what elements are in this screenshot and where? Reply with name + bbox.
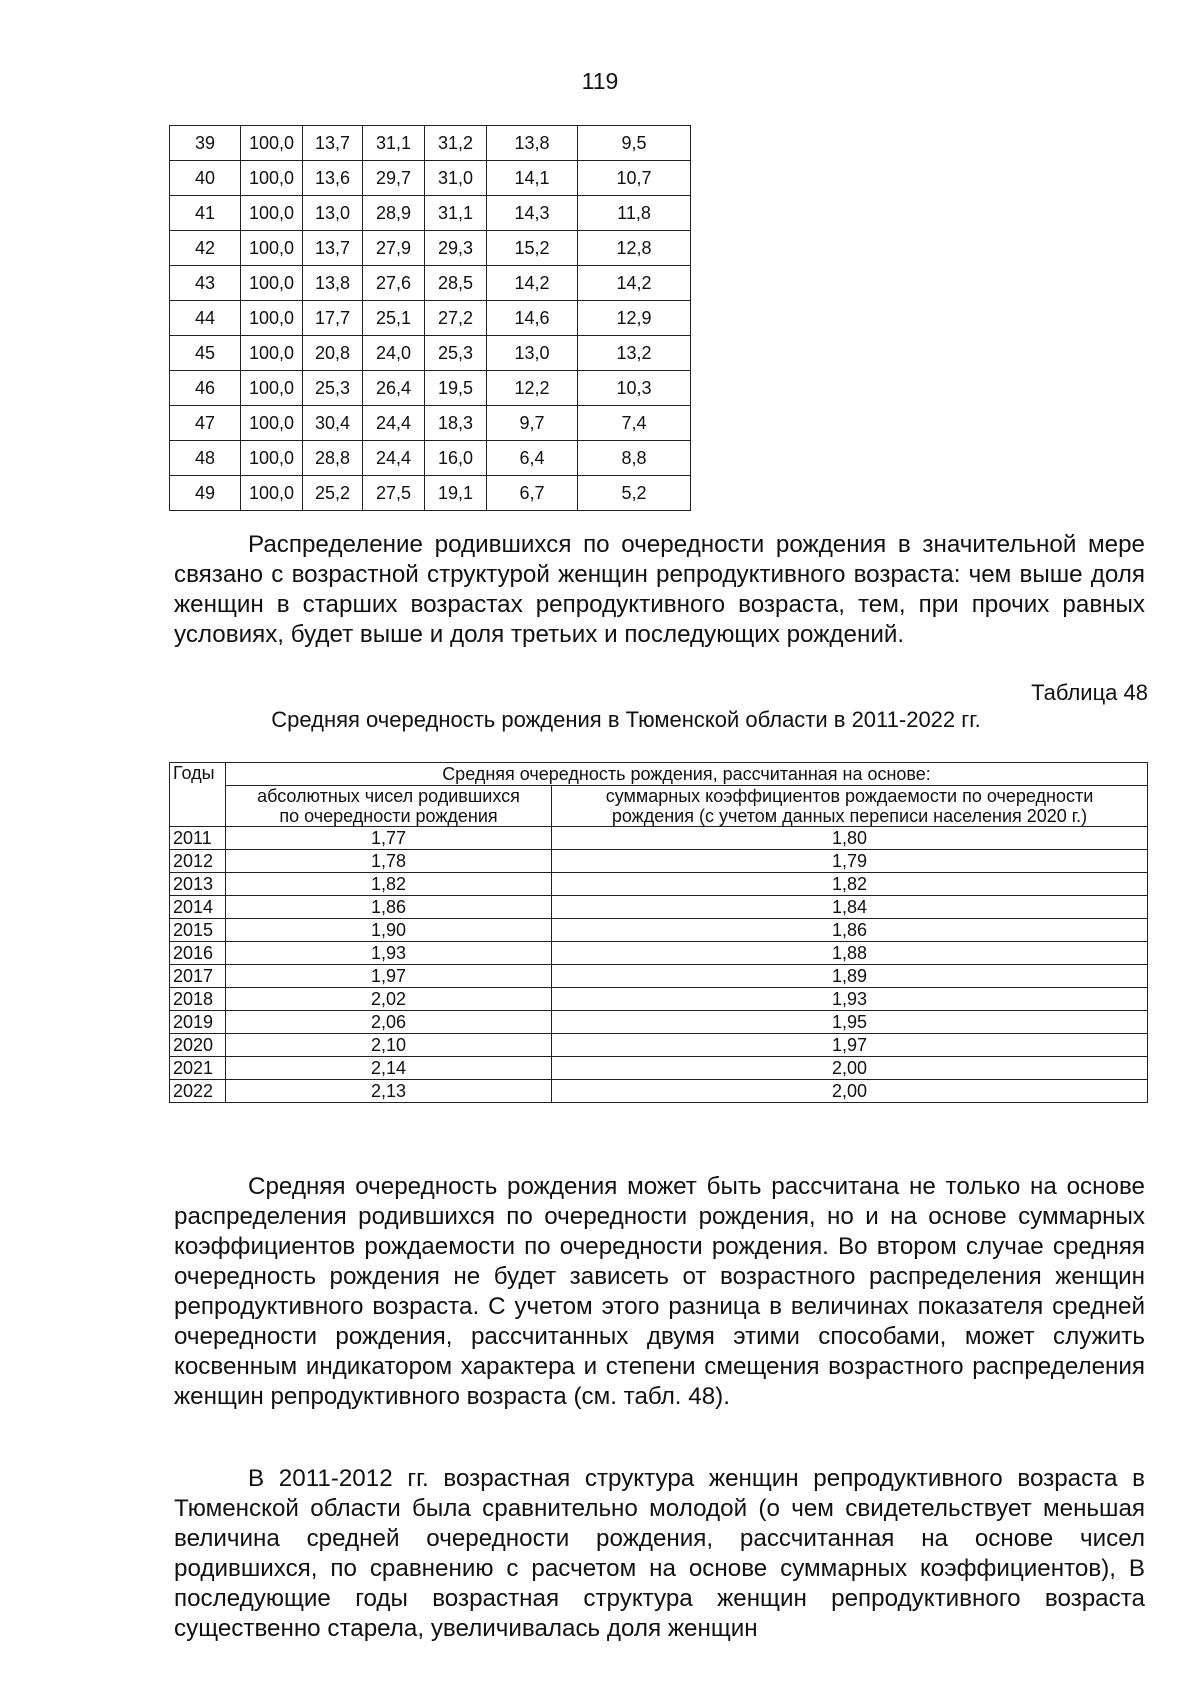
value-cell: 13,8 bbox=[487, 126, 578, 161]
value-cell: 2,14 bbox=[226, 1057, 552, 1080]
table-row bbox=[170, 1011, 1148, 1034]
value-cell: 16,0 bbox=[425, 441, 487, 476]
value-cell: 14,3 bbox=[487, 196, 578, 231]
value-cell: 1,88 bbox=[552, 942, 1148, 965]
value-cell: 100,0 bbox=[241, 476, 303, 511]
value-cell: 8,8 bbox=[578, 441, 691, 476]
value-cell: 13,0 bbox=[487, 336, 578, 371]
table-row bbox=[170, 161, 691, 196]
value-cell: 31,1 bbox=[363, 126, 425, 161]
value-cell: 1,90 bbox=[226, 919, 552, 942]
value-cell: 9,5 bbox=[578, 126, 691, 161]
value-cell: 27,6 bbox=[363, 266, 425, 301]
value-cell: 19,5 bbox=[425, 371, 487, 406]
header-col-coefficients bbox=[552, 786, 1148, 827]
value-cell: 1,97 bbox=[226, 965, 552, 988]
value-cell: 28,8 bbox=[303, 441, 363, 476]
year-cell: 2014 bbox=[170, 896, 226, 919]
value-cell: 13,8 bbox=[303, 266, 363, 301]
value-cell: 28,9 bbox=[363, 196, 425, 231]
value-cell: 100,0 bbox=[241, 161, 303, 196]
value-cell: 29,3 bbox=[425, 231, 487, 266]
value-cell: 1,97 bbox=[552, 1034, 1148, 1057]
header-col-coefficients-line2: рождения (с учетом данных переписи населения 2020 г.) bbox=[611, 806, 1088, 826]
value-cell: 13,7 bbox=[303, 231, 363, 266]
value-cell: 100,0 bbox=[241, 371, 303, 406]
value-cell: 31,1 bbox=[425, 196, 487, 231]
value-cell: 5,2 bbox=[578, 476, 691, 511]
value-cell: 29,7 bbox=[363, 161, 425, 196]
age-cell: 46 bbox=[170, 371, 241, 406]
table-row bbox=[170, 336, 691, 371]
header-col-absolute-line2: по очередности рождения bbox=[279, 806, 498, 826]
age-cell: 47 bbox=[170, 406, 241, 441]
average-birth-order-table bbox=[169, 762, 1148, 1103]
table-caption: Таблица 48 bbox=[1031, 680, 1148, 705]
value-cell: 28,5 bbox=[425, 266, 487, 301]
value-cell: 100,0 bbox=[241, 441, 303, 476]
year-cell: 2016 bbox=[170, 942, 226, 965]
age-parity-table bbox=[169, 125, 691, 511]
value-cell: 30,4 bbox=[303, 406, 363, 441]
table-row bbox=[170, 942, 1148, 965]
year-cell: 2021 bbox=[170, 1057, 226, 1080]
age-cell: 42 bbox=[170, 231, 241, 266]
paragraph-parity-distribution: Распределение родившихся по очередности рождения в значительной мере связано с возрастной структурой женщин репродуктивного возраста: чем выше доля женщин в старших возрастах репродуктивного возраста, тем, при прочих равных условиях, будет выше и доля третьих и последующих рождений. bbox=[174, 531, 1145, 648]
value-cell: 2,13 bbox=[226, 1080, 552, 1103]
year-cell: 2012 bbox=[170, 850, 226, 873]
value-cell: 13,2 bbox=[578, 336, 691, 371]
value-cell: 100,0 bbox=[241, 231, 303, 266]
value-cell: 12,9 bbox=[578, 301, 691, 336]
value-cell: 24,4 bbox=[363, 441, 425, 476]
value-cell: 100,0 bbox=[241, 266, 303, 301]
value-cell: 100,0 bbox=[241, 196, 303, 231]
value-cell: 100,0 bbox=[241, 301, 303, 336]
value-cell: 9,7 bbox=[487, 406, 578, 441]
age-cell: 48 bbox=[170, 441, 241, 476]
table-row bbox=[170, 896, 1148, 919]
value-cell: 14,6 bbox=[487, 301, 578, 336]
value-cell: 25,2 bbox=[303, 476, 363, 511]
age-cell: 45 bbox=[170, 336, 241, 371]
value-cell: 1,86 bbox=[552, 919, 1148, 942]
value-cell: 1,80 bbox=[552, 827, 1148, 850]
value-cell: 1,93 bbox=[226, 942, 552, 965]
value-cell: 2,00 bbox=[552, 1057, 1148, 1080]
value-cell: 13,6 bbox=[303, 161, 363, 196]
age-cell: 40 bbox=[170, 161, 241, 196]
table-row bbox=[170, 1034, 1148, 1057]
value-cell: 25,3 bbox=[425, 336, 487, 371]
header-col-absolute-line1: абсолютных чисел родившихся bbox=[257, 786, 520, 806]
paragraph-method-comparison: Средняя очередность рождения может быть рассчитана не только на основе распределения родившихся по очередности рождения, но и на основе суммарных коэффициентов рождаемости по очередности рождения. Во втором случае средняя очередность рождения не будет зависеть от возрастного распределения женщин репродуктивного возраста. С учетом этого разница в величинах показателя средней очередности рождения, рассчитанных двумя этими способами, может служить косвенным индикатором характера и степени смещения возрастного распределения женщин репродуктивного возраста (см. табл. 48). bbox=[174, 1173, 1145, 1410]
value-cell: 31,2 bbox=[425, 126, 487, 161]
value-cell: 18,3 bbox=[425, 406, 487, 441]
value-cell: 2,00 bbox=[552, 1080, 1148, 1103]
value-cell: 14,2 bbox=[487, 266, 578, 301]
header-group: Средняя очередность рождения, рассчитанная на основе: bbox=[226, 763, 1148, 786]
year-cell: 2018 bbox=[170, 988, 226, 1011]
year-cell: 2015 bbox=[170, 919, 226, 942]
value-cell: 26,4 bbox=[363, 371, 425, 406]
header-years: Годы bbox=[170, 763, 226, 827]
value-cell: 6,7 bbox=[487, 476, 578, 511]
value-cell: 17,7 bbox=[303, 301, 363, 336]
value-cell: 11,8 bbox=[578, 196, 691, 231]
value-cell: 31,0 bbox=[425, 161, 487, 196]
value-cell: 1,86 bbox=[226, 896, 552, 919]
table-row bbox=[170, 827, 1148, 850]
value-cell: 20,8 bbox=[303, 336, 363, 371]
value-cell: 10,7 bbox=[578, 161, 691, 196]
table-row bbox=[170, 231, 691, 266]
value-cell: 25,3 bbox=[303, 371, 363, 406]
value-cell: 13,7 bbox=[303, 126, 363, 161]
value-cell: 1,78 bbox=[226, 850, 552, 873]
value-cell: 13,0 bbox=[303, 196, 363, 231]
value-cell: 2,02 bbox=[226, 988, 552, 1011]
table-row bbox=[170, 850, 1148, 873]
value-cell: 1,79 bbox=[552, 850, 1148, 873]
value-cell: 1,84 bbox=[552, 896, 1148, 919]
value-cell: 15,2 bbox=[487, 231, 578, 266]
value-cell: 1,93 bbox=[552, 988, 1148, 1011]
value-cell: 2,10 bbox=[226, 1034, 552, 1057]
table-row bbox=[170, 301, 691, 336]
table-row bbox=[170, 965, 1148, 988]
age-cell: 39 bbox=[170, 126, 241, 161]
table-row bbox=[170, 919, 1148, 942]
value-cell: 1,82 bbox=[226, 873, 552, 896]
value-cell: 24,4 bbox=[363, 406, 425, 441]
table-row bbox=[170, 441, 691, 476]
value-cell: 7,4 bbox=[578, 406, 691, 441]
age-cell: 44 bbox=[170, 301, 241, 336]
year-cell: 2022 bbox=[170, 1080, 226, 1103]
table-row bbox=[170, 266, 691, 301]
value-cell: 14,1 bbox=[487, 161, 578, 196]
table-row bbox=[170, 1057, 1148, 1080]
value-cell: 25,1 bbox=[363, 301, 425, 336]
value-cell: 2,06 bbox=[226, 1011, 552, 1034]
value-cell: 1,82 bbox=[552, 873, 1148, 896]
value-cell: 19,1 bbox=[425, 476, 487, 511]
value-cell: 100,0 bbox=[241, 126, 303, 161]
value-cell: 27,2 bbox=[425, 301, 487, 336]
table-row bbox=[170, 1080, 1148, 1103]
year-cell: 2011 bbox=[170, 827, 226, 850]
value-cell: 1,77 bbox=[226, 827, 552, 850]
year-cell: 2020 bbox=[170, 1034, 226, 1057]
value-cell: 100,0 bbox=[241, 406, 303, 441]
value-cell: 12,8 bbox=[578, 231, 691, 266]
table-title: Средняя очередность рождения в Тюменской области в 2011-2022 гг. bbox=[271, 707, 981, 732]
value-cell: 10,3 bbox=[578, 371, 691, 406]
age-cell: 41 bbox=[170, 196, 241, 231]
age-cell: 49 bbox=[170, 476, 241, 511]
table-row bbox=[170, 476, 691, 511]
value-cell: 100,0 bbox=[241, 336, 303, 371]
year-cell: 2019 bbox=[170, 1011, 226, 1034]
value-cell: 27,5 bbox=[363, 476, 425, 511]
page-number: 119 bbox=[581, 68, 619, 94]
value-cell: 24,0 bbox=[363, 336, 425, 371]
age-cell: 43 bbox=[170, 266, 241, 301]
table-row bbox=[170, 406, 691, 441]
year-cell: 2017 bbox=[170, 965, 226, 988]
header-col-coefficients-line1: суммарных коэффициентов рождаемости по очередности bbox=[605, 786, 1094, 806]
year-cell: 2013 bbox=[170, 873, 226, 896]
table-row bbox=[170, 196, 691, 231]
table-row bbox=[170, 988, 1148, 1011]
value-cell: 1,89 bbox=[552, 965, 1148, 988]
table-row bbox=[170, 371, 691, 406]
paragraph-age-structure: В 2011-2012 гг. возрастная структура женщин репродуктивного возраста в Тюменской области была сравнительно молодой (о чем свидетельствует меньшая величина средней очередности рождения, рассчитанная на основе чисел родившихся, по сравнению с расчетом на основе суммарных коэффициентов), В последующие годы возрастная структура женщин репродуктивного возраста существенно старела, увеличивалась доля женщин bbox=[174, 1465, 1145, 1642]
value-cell: 1,95 bbox=[552, 1011, 1148, 1034]
value-cell: 6,4 bbox=[487, 441, 578, 476]
value-cell: 14,2 bbox=[578, 266, 691, 301]
value-cell: 27,9 bbox=[363, 231, 425, 266]
table-row bbox=[170, 126, 691, 161]
table-row bbox=[170, 873, 1148, 896]
header-col-absolute bbox=[226, 786, 552, 827]
value-cell: 12,2 bbox=[487, 371, 578, 406]
